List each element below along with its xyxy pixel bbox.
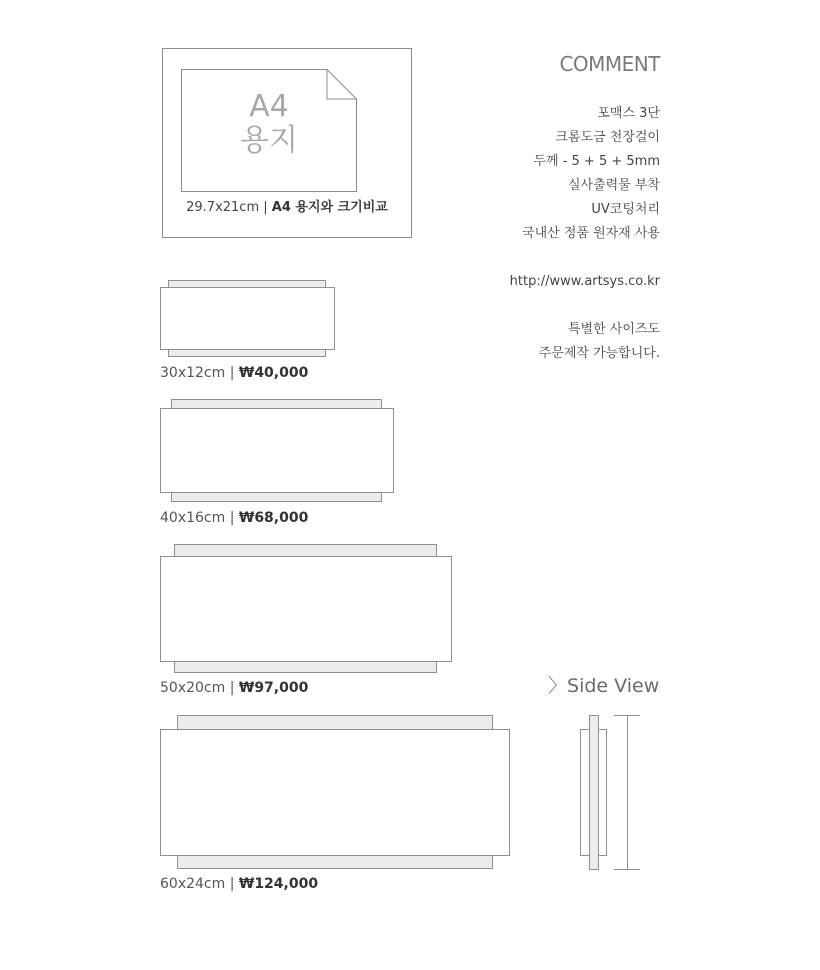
product-price: ₩97,000 (238, 680, 309, 696)
custom-order-note-line1: 특별한 사이즈도 (567, 322, 660, 337)
chevron-right-icon: 〉 (548, 675, 568, 697)
spec-origin: 국내산 정품 원자재 사용 (522, 226, 660, 241)
spec-thickness: 두께 - 5 + 5 + 5mm (533, 154, 660, 169)
a4-paper-title (181, 90, 357, 158)
a4-size: 29.7x21cm (186, 200, 260, 215)
side-view-label: Side View (567, 675, 660, 697)
product-price: ₩124,000 (238, 876, 319, 892)
front-panel (160, 408, 394, 493)
front-panel (160, 556, 452, 662)
product-size: 40x16cm (160, 510, 226, 526)
product-label-60x24 (160, 876, 318, 892)
side-view-diagram (578, 714, 642, 872)
spec-coating: UV코팅처리 (591, 202, 660, 217)
product-price: ₩68,000 (238, 510, 309, 526)
front-panel (160, 729, 510, 856)
a4-title-line1: A4 (249, 89, 289, 124)
separator: | (229, 680, 235, 696)
custom-order-note-line2: 주문제작 가능합니다. (538, 346, 660, 361)
product-price: ₩40,000 (238, 365, 309, 381)
product-label-40x16 (160, 510, 308, 526)
front-panel (160, 287, 335, 350)
separator: | (263, 200, 268, 215)
separator: | (229, 365, 235, 381)
product-label-50x20 (160, 680, 308, 696)
spec-material: 포맥스 3단 (597, 106, 660, 121)
comment-heading: COMMENT (559, 52, 660, 76)
product-size: 30x12cm (160, 365, 226, 381)
product-size: 50x20cm (160, 680, 226, 696)
a4-caption (163, 199, 411, 217)
separator: | (229, 876, 235, 892)
separator: | (229, 510, 235, 526)
a4-caption-text: A4 용지와 크기비교 (271, 200, 388, 215)
a4-title-line2: 용지 (240, 123, 298, 158)
product-size: 60x24cm (160, 876, 226, 892)
product-label-30x12 (160, 365, 308, 381)
side-view-title (548, 671, 659, 698)
website-link[interactable]: http://www.artsys.co.kr (509, 274, 660, 289)
spec-print: 실사출력물 부착 (567, 178, 660, 193)
spec-hanger: 크롬도금 천장걸이 (555, 130, 660, 145)
